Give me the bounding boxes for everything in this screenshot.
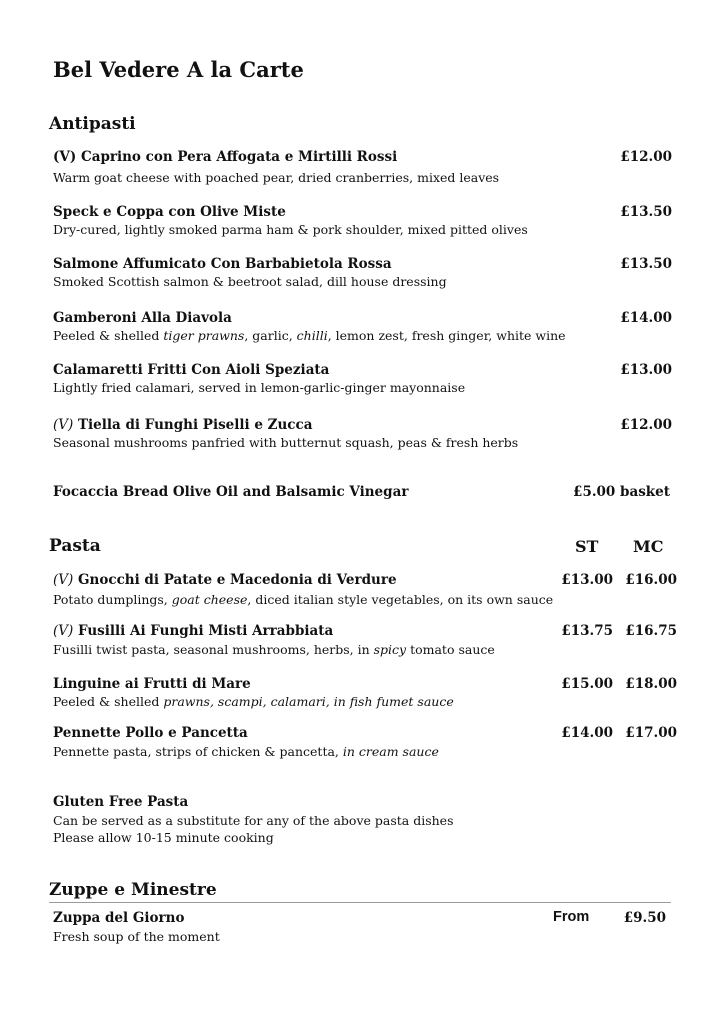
section-heading-antipasti: Antipasti <box>49 114 136 134</box>
item-price-st: £15.00 <box>561 676 613 692</box>
note-line: Please allow 10-15 minute cooking <box>53 830 274 845</box>
item-price-mc: £17.00 <box>625 725 677 741</box>
item-price: £14.00 <box>620 310 672 326</box>
item-name: Zuppa del Giorno <box>53 910 185 926</box>
item-description: Lightly fried calamari, served in lemon-garlic-ginger mayonnaise <box>53 380 466 395</box>
vegetarian-marker: (V) <box>53 623 74 639</box>
item-price: £13.00 <box>620 362 672 378</box>
item-name: Gamberoni Alla Diavola <box>53 310 232 326</box>
column-header-st: ST <box>575 537 599 556</box>
item-description: Potato dumplings, goat cheese, diced italian style vegetables, on its own sauce <box>53 592 554 607</box>
item-price: £13.50 <box>620 204 672 220</box>
item-price: £12.00 <box>620 417 672 433</box>
item-price: £13.50 <box>620 256 672 272</box>
item-name: Salmone Affumicato Con Barbabietola Rossa <box>53 256 392 272</box>
menu-title: Bel Vedere A la Carte <box>53 57 304 82</box>
item-description: Smoked Scottish salmon & beetroot salad, dill house dressing <box>53 274 447 289</box>
item-description: Peeled & shelled tiger prawns, garlic, chilli, lemon zest, fresh ginger, white wine <box>53 328 566 343</box>
item-name: Linguine ai Frutti di Mare <box>53 676 251 692</box>
item-name: (V) Tiella di Funghi Piselli e Zucca <box>53 417 313 433</box>
item-price-mc: £16.75 <box>625 623 677 639</box>
item-description: Fusilli twist pasta, seasonal mushrooms, herbs, in spicy tomato sauce <box>53 642 495 657</box>
item-description: Fresh soup of the moment <box>53 929 220 944</box>
item-name: Focaccia Bread Olive Oil and Balsamic Vinegar <box>53 484 409 500</box>
item-price: £5.00 basket <box>573 484 670 500</box>
item-name: Pennette Pollo e Pancetta <box>53 725 248 741</box>
item-price-mc: £16.00 <box>625 572 677 588</box>
section-heading-pasta: Pasta <box>49 536 101 556</box>
item-name: (V) Gnocchi di Patate e Macedonia di Verdure <box>53 572 397 588</box>
item-price-st: £13.00 <box>561 572 613 588</box>
from-label: From <box>553 909 590 925</box>
vegetarian-marker: (V) <box>53 417 74 433</box>
item-description: Peeled & shelled prawns, scampi, calamari, in fish fumet sauce <box>53 694 454 709</box>
item-price-st: £13.75 <box>561 623 613 639</box>
item-price-mc: £18.00 <box>625 676 677 692</box>
item-price: £12.00 <box>620 149 672 165</box>
item-price: £9.50 <box>623 910 666 926</box>
item-description: Seasonal mushrooms panfried with butternut squash, peas & fresh herbs <box>53 435 519 450</box>
note-line: Can be served as a substitute for any of the above pasta dishes <box>53 813 454 828</box>
item-price-st: £14.00 <box>561 725 613 741</box>
item-name: Calamaretti Fritti Con Aioli Speziata <box>53 362 330 378</box>
item-name: Gluten Free Pasta <box>53 794 189 810</box>
section-heading-zuppe: Zuppe e Minestre <box>49 880 217 900</box>
item-name: Speck e Coppa con Olive Miste <box>53 204 286 220</box>
item-description: Dry-cured, lightly smoked parma ham & pork shoulder, mixed pitted olives <box>53 222 528 237</box>
item-name: (V) Fusilli Ai Funghi Misti Arrabbiata <box>53 623 334 639</box>
vegetarian-marker: (V) <box>53 572 74 588</box>
item-description: Pennette pasta, strips of chicken & pancetta, in cream sauce <box>53 744 439 759</box>
section-divider <box>49 902 671 903</box>
item-description: Warm goat cheese with poached pear, dried cranberries, mixed leaves <box>53 170 500 185</box>
column-header-mc: MC <box>633 537 664 556</box>
item-name: (V) Caprino con Pera Affogata e Mirtilli Rossi <box>53 149 398 165</box>
